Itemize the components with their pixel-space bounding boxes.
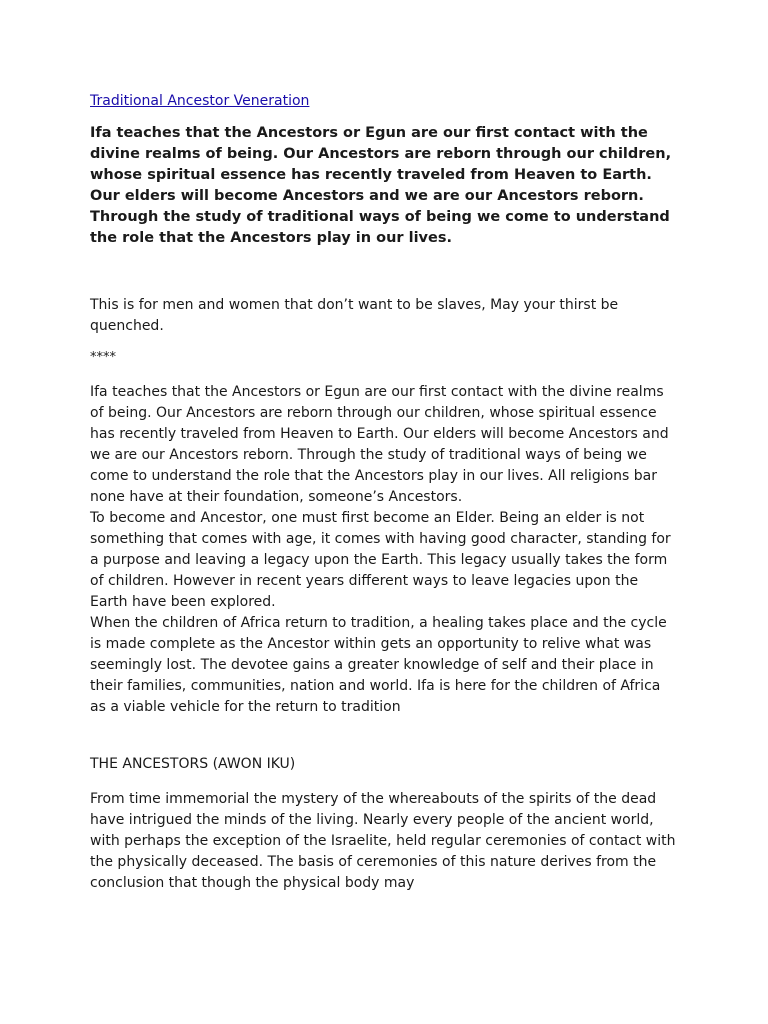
document-page <box>90 90 680 894</box>
body-paragraph-1: Ifa teaches that the Ancestors or Egun are our first contact with the divine realms of being. Our Ancestors are reborn through our children, whose spiritual essence has recently traveled from Heaven to Earth. Our elders will become Ancestors and we are our Ancestors reborn. Through the study of traditional ways of being we come to understand the role that the Ancestors play in our lives. All religions bar none have at their foundation, someone’s Ancestors. <box>90 384 669 505</box>
title-link[interactable]: Traditional Ancestor Veneration <box>90 93 310 109</box>
spacer <box>90 337 680 347</box>
dedication-paragraph: This is for men and women that don’t want to be slaves, May your thirst be quenched. <box>90 297 619 334</box>
body-paragraph-2: To become and Ancestor, one must first become an Elder. Being an elder is not something that comes with age, it comes with having good character, standing for a purpose and leaving a legacy upon the Earth. This legacy usually takes the form of children. However in recent years different ways to leave legacies upon the Earth have been explored. <box>90 510 671 610</box>
spacer <box>90 718 680 754</box>
intro-bold-paragraph: Ifa teaches that the Ancestors or Egun are our first contact with the divine realms of being. Our Ancestors are reborn through our children, whose spiritual essence has recently traveled from Heaven to Earth. Our elders will become Ancestors and we are our Ancestors reborn. Through the study of traditional ways of being we come to understand the role that the Ancestors play in our lives. <box>90 125 672 246</box>
separator-stars: **** <box>90 350 116 365</box>
body-paragraph-3: When the children of Africa return to tradition, a healing takes place and the cycle is made complete as the Ancestor within gets an opportunity to relive what was seemingly lost. The devotee gains a greater knowledge of self and their place in their families, communities, nation and world. Ifa is here for the children of Africa as a viable vehicle for the return to tradition <box>90 615 667 715</box>
section-heading: THE ANCESTORS (AWON IKU) <box>90 756 296 772</box>
section-paragraph: From time immemorial the mystery of the whereabouts of the spirits of the dead have intrigued the minds of the living. Nearly every people of the ancient world, with perhaps the exception of the Israelite, held regular ceremonies of contact with the physically deceased. The basis of ceremonies of this nature derives from the conclusion that though the physical body may <box>90 791 676 891</box>
